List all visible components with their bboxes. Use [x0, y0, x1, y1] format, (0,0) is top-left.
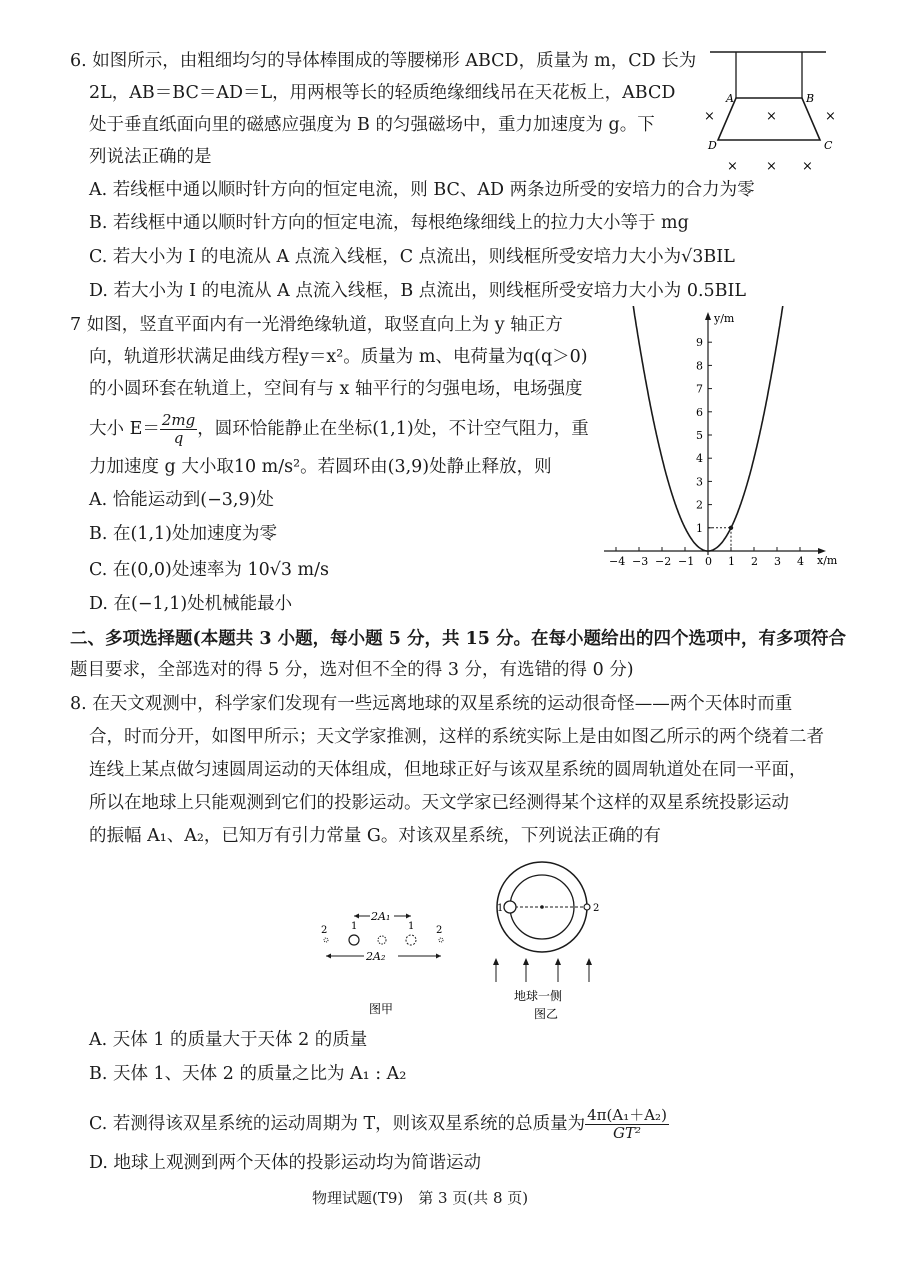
jia-star2-right-label: 2	[436, 925, 443, 936]
q8-figure-jia	[318, 900, 458, 1020]
y-tick-label: 2	[696, 498, 703, 512]
jia-star2-left-label: 2	[321, 925, 328, 936]
q8-stem-line-4: 所以在地球上只能观测到它们的投影运动。天文学家已经测得某个这样的双星系统投影运动	[89, 793, 789, 813]
q7-e-numerator: 2mg	[161, 411, 196, 429]
x-tick-label: 4	[797, 555, 804, 568]
q7-stem-line-1: 7 如图，竖直平面内有一光滑绝缘轨道，取竖直向上为 y 轴正方	[70, 315, 563, 335]
q7-parabola-graph	[596, 306, 846, 574]
y-tick-label: 1	[696, 521, 703, 535]
jia-star1-left-label: 1	[351, 921, 358, 932]
q6-trapezoid-figure	[696, 40, 836, 180]
x-axis-label: x/m	[817, 554, 838, 567]
label-c: C	[824, 139, 833, 152]
yi-star1	[504, 901, 516, 913]
cross-icon: ×	[766, 109, 777, 124]
q6-option-c: C. 若大小为 I 的电流从 A 点流入线框，C 点流出，则线框所受安培力大小为√3BIL	[89, 247, 735, 267]
jia-star1-left	[349, 935, 359, 945]
q8-option-d: D. 地球上观测到两个天体的投影运动均为简谐运动	[89, 1153, 482, 1173]
q7-option-c: C. 在(0,0)处速率为 10√3 m/s	[89, 560, 330, 580]
q7-e-denominator: q	[173, 429, 184, 447]
label-d: D	[708, 139, 717, 152]
yi-star2	[584, 904, 590, 910]
q6-stem-line-2: 2L，AB＝BC＝AD＝L，用两根等长的轻质绝缘细线吊在天花板上，ABCD	[89, 83, 676, 103]
x-tick-label: 2	[751, 555, 758, 568]
q8-fraction-denominator: GT²	[613, 1124, 642, 1142]
y-tick-label: 4	[696, 452, 703, 466]
label-a: A	[726, 92, 734, 105]
q8-option-c-text: C. 若测得该双星系统的运动周期为 T，则该双星系统的总质量为	[89, 1114, 586, 1134]
y-tick-label: 6	[696, 405, 703, 419]
q7-stem-line-4-rest: ，圆环恰能静止在坐标(1,1)处，不计空气阻力，重	[197, 419, 589, 439]
section2-heading-line-2: 题目要求，全部选对的得 5 分，选对但不全的得 3 分，有选错的得 0 分)	[70, 660, 634, 680]
label-b: B	[806, 92, 815, 105]
q7-stem-line-3: 的小圆环套在轨道上，空间有与 x 轴平行的匀强电场，电场强度	[89, 379, 583, 399]
q6-option-a: A. 若线框中通以顺时针方向的恒定电流，则 BC、AD 两条边所受的安培力的合力为零	[89, 180, 755, 200]
q8-stem-line-5: 的振幅 A₁、A₂，已知万有引力常量 G。对该双星系统，下列说法正确的有	[89, 826, 661, 846]
q7-option-d: D. 在(−1,1)处机械能最小	[89, 594, 293, 614]
q6-option-b: B. 若线框中通以顺时针方向的恒定电流，每根绝缘细线上的拉力大小等于 mg	[89, 213, 689, 233]
jia-star1-right	[406, 935, 416, 945]
label-2a2: 2A₂	[366, 950, 386, 963]
fig-jia-caption: 图甲	[369, 1002, 394, 1016]
x-tick-label: −3	[632, 555, 649, 568]
yi-star1-label: 1	[497, 903, 504, 914]
q8-stem-line-2: 合，时而分开，如图甲所示；天文学家推测，这样的系统实际上是由如图乙所示的两个绕着二者	[89, 727, 824, 747]
q6-option-d: D. 若大小为 I 的电流从 A 点流入线框，B 点流出，则线框所受安培力大小为 0.5BIL	[89, 281, 747, 301]
x-tick-label: −1	[678, 555, 695, 568]
earth-side-label: 地球一侧	[514, 989, 563, 1003]
yi-center-point	[540, 905, 544, 909]
earth-arrows	[493, 958, 592, 982]
section2-heading-line-1: 二、多项选择题(本题共 3 小题，每小题 5 分，共 15 分。在每小题给出的四个选项中，有多项符合	[70, 629, 847, 649]
x-tick-label: 3	[774, 555, 781, 568]
x-tick-label: −2	[655, 555, 672, 568]
q8-option-a: A. 天体 1 的质量大于天体 2 的质量	[89, 1030, 368, 1050]
page-footer: 物理试题(T9) 第 3 页(共 8 页)	[312, 1189, 529, 1207]
y-tick-label: 3	[696, 475, 703, 489]
fig-yi-caption: 图乙	[534, 1007, 559, 1021]
y-tick-label: 7	[696, 382, 703, 396]
q7-stem-line-5: 力加速度 g 大小取10 m/s²。若圆环由(3,9)处静止释放，则	[89, 457, 552, 477]
label-2a1: 2A₁	[371, 910, 391, 923]
q6-stem-line-4: 列说法正确的是	[89, 147, 212, 167]
q7-e-prefix: 大小 E＝	[89, 419, 160, 439]
q8-figure-yi	[486, 858, 616, 1026]
q8-total-mass-fraction	[585, 1107, 669, 1142]
y-axis-label: y/m	[714, 312, 735, 325]
q8-stem-line-1: 8. 在天文观测中，科学家们发现有一些远离地球的双星系统的运动很奇怪——两个天体时而重	[70, 694, 793, 714]
cross-icon: ×	[766, 159, 777, 174]
q7-e-fraction	[160, 412, 197, 447]
q6-stem-line-1: 6. 如图所示，由粗细均匀的导体棒围成的等腰梯形 ABCD，质量为 m，CD 长为	[70, 51, 697, 71]
y-axis-arrow	[705, 312, 711, 320]
q7-stem-line-2: 向，轨道形状满足曲线方程y＝x²。质量为 m、电荷量为q(q＞0)	[89, 347, 588, 367]
q7-option-b: B. 在(1,1)处加速度为零	[89, 524, 277, 544]
y-tick-label: 9	[696, 336, 703, 350]
cross-icon: ×	[825, 109, 836, 124]
q8-option-b: B. 天体 1、天体 2 的质量之比为 A₁ : A₂	[89, 1064, 407, 1084]
q7-option-a: A. 恰能运动到(−3,9)处	[89, 490, 274, 510]
q8-stem-line-3: 连线上某点做匀速圆周运动的天体组成，但地球正好与该双星系统的圆周轨道处在同一平面，	[89, 760, 807, 780]
q7-stem-line-4	[89, 412, 589, 447]
cross-icon: ×	[727, 159, 738, 174]
q8-option-c	[89, 1107, 669, 1142]
jia-star1-right-label: 1	[408, 921, 415, 932]
y-tick-label: 8	[696, 359, 703, 373]
cross-icon: ×	[704, 109, 715, 124]
x-tick-label: −4	[609, 555, 626, 568]
q8-fraction-numerator: 4π(A₁＋A₂)	[587, 1106, 667, 1124]
y-tick-label: 5	[696, 429, 703, 442]
cross-icon: ×	[802, 159, 813, 174]
x-tick-label: 0	[705, 555, 712, 568]
x-tick-label: 1	[728, 555, 735, 568]
yi-star2-label: 2	[593, 903, 600, 914]
jia-overlap-star	[378, 936, 386, 944]
q6-stem-line-3: 处于垂直纸面向里的磁感应强度为 B 的匀强磁场中，重力加速度为 g。下	[89, 115, 655, 135]
